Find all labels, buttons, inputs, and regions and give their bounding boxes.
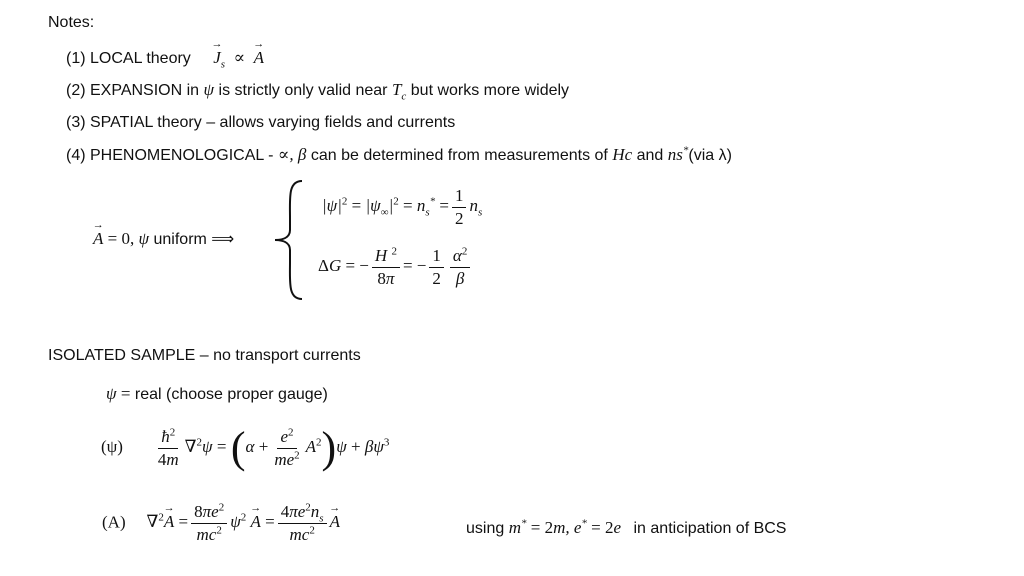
note-2-text-b: is strictly only valid near [218, 82, 388, 99]
gl-psi-label: (ψ) [101, 437, 123, 457]
uniform-label: uniform ⟹ [153, 231, 235, 248]
left-brace [272, 178, 308, 302]
note-4-text-a: (4) PHENOMENOLOGICAL - [66, 147, 274, 164]
equation-delta-g: ΔG = − $\frac{H ^2}{8\pi}$ = − $\frac{1}{2}$ $\frac{\alpha^2}{\beta}$ [318, 246, 473, 288]
equation-psi-squared: $|\psi|^2 = |\psi_\infty|^2 = n_s^*$ = $\frac{1}{2}$ $n_s$ [322, 186, 483, 228]
bcs-note: using m* = 2m, e* = 2e in anticipation of BCS [466, 517, 787, 537]
gl-equation-a: (A) ∇$^2$→ A = $\frac{8\pi e^2}{mc^2}$ $\psi^2 \to A$ = $\frac{4\pi e^2n_s}{mc^2}$ → A [102, 502, 340, 544]
note-2: (2) EXPANSION in ψ is strictly only valid near $T_c$ but works more widely [66, 80, 570, 103]
note-3: (3) SPATIAL theory – allows varying fields and currents [66, 114, 456, 131]
psi-real-note: real (choose proper gauge) [134, 386, 328, 403]
note-2-text-c: but works more widely [410, 82, 570, 99]
note-4-text-d: (via λ) [688, 147, 732, 164]
gl-equation-psi: (ψ) $\frac{ħ^2}{4m}$ ∇$^2$ψ = (α + $\frac{e^2}{me^2}$ $A^2)\psi + \beta\psi^3$ [101, 423, 390, 472]
notes-heading: Notes: [48, 14, 95, 31]
note-2-text-a: (2) EXPANSION in [66, 82, 200, 99]
note-4: (4) PHENOMENOLOGICAL - ∝, β can be determined from measurements of Hc and ns*(via λ) [66, 144, 732, 164]
note-1 [66, 48, 264, 71]
note-1-text: (1) LOCAL theory [66, 50, 191, 67]
gl-a-label: (A) [102, 512, 126, 532]
psi-real-line: ψ = real (choose proper gauge) [106, 384, 328, 403]
bcs-using: using [466, 520, 505, 537]
note-4-text-c: and [636, 147, 664, 164]
note-4-text-b: can be determined from measurements of [310, 147, 608, 164]
uniform-condition: → A = 0, ψ uniform ⟹ [93, 229, 234, 249]
isolated-heading: ISOLATED SAMPLE – no transport currents [48, 347, 361, 364]
bcs-anticipation: in anticipation of BCS [633, 520, 787, 537]
note-1-formula: → $J_s$ ∝ → A [213, 48, 264, 67]
